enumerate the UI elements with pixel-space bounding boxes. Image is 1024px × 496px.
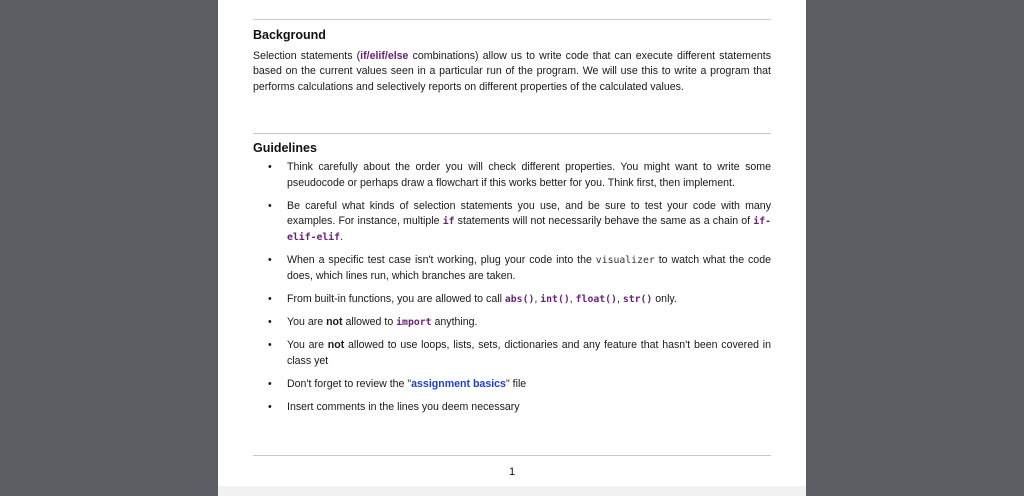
page-number: 1 xyxy=(508,466,516,478)
top-divider xyxy=(253,19,771,20)
bullet-icon: • xyxy=(268,378,272,391)
bullet-icon: • xyxy=(268,292,272,305)
inline-code: if-elif-elif xyxy=(287,216,771,243)
bullet-icon: • xyxy=(268,199,272,212)
page-edge xyxy=(218,486,806,496)
assignment-basics-link[interactable]: assignment basics xyxy=(411,378,506,391)
list-item: • Think carefully about the order you will check different properties. You might want to write some pseudocode or perhaps draw a flowchart if this works better for you. Think first, then implement. xyxy=(268,161,771,189)
list-item: • From built-in functions, you are allowed to call abs(), int(), float(), str() only. xyxy=(253,292,771,308)
inline-code: if xyxy=(442,216,455,228)
list-item: • Be careful what kinds of selection statements you use, and be sure to test your code with many examples. For instance, multiple if statements will not necessarily behave the same as a chain of if-elif-elif. xyxy=(268,199,771,243)
footer-divider xyxy=(253,455,771,456)
inline-code: float() xyxy=(575,293,617,305)
if-elif-else-keyword: if/elif/else xyxy=(360,50,409,62)
list-item: • Don't forget to review the "assignment basics" file xyxy=(253,377,771,393)
inline-code: int() xyxy=(540,293,570,305)
section-divider xyxy=(253,133,771,134)
inline-code: str() xyxy=(622,293,653,305)
inline-code: abs() xyxy=(504,293,535,305)
background-paragraph: Selection statements (if/elif/else combinations) allow us to write code that can execute different statements based on the current values seen in a particular run of the program. We will use this to write a program that performs calculations and selectively reports on different properties of the calculated values. xyxy=(253,50,771,93)
list-item: • You are not allowed to import anything. xyxy=(253,315,771,331)
bullet-icon: • xyxy=(268,161,272,173)
bullet-icon: • xyxy=(268,254,272,267)
inline-code: import xyxy=(396,317,432,329)
guidelines-list xyxy=(253,160,771,423)
guidelines-heading: Guidelines xyxy=(253,141,317,155)
bullet-icon: • xyxy=(268,339,272,352)
inline-code: visualizer xyxy=(595,255,655,267)
background-heading: Background xyxy=(253,28,326,42)
document-page xyxy=(218,0,806,496)
bullet-icon: • xyxy=(268,316,272,329)
bullet-icon: • xyxy=(268,401,272,414)
list-item: • You are not allowed to use loops, lists, sets, dictionaries and any feature that hasn't been covered in class yet xyxy=(268,339,772,367)
list-item: • When a specific test case isn't working, plug your code into the visualizer to watch what the code does, which lines run, which branches are taken. xyxy=(268,254,771,282)
list-item: • Insert comments in the lines you deem necessary xyxy=(253,400,771,416)
